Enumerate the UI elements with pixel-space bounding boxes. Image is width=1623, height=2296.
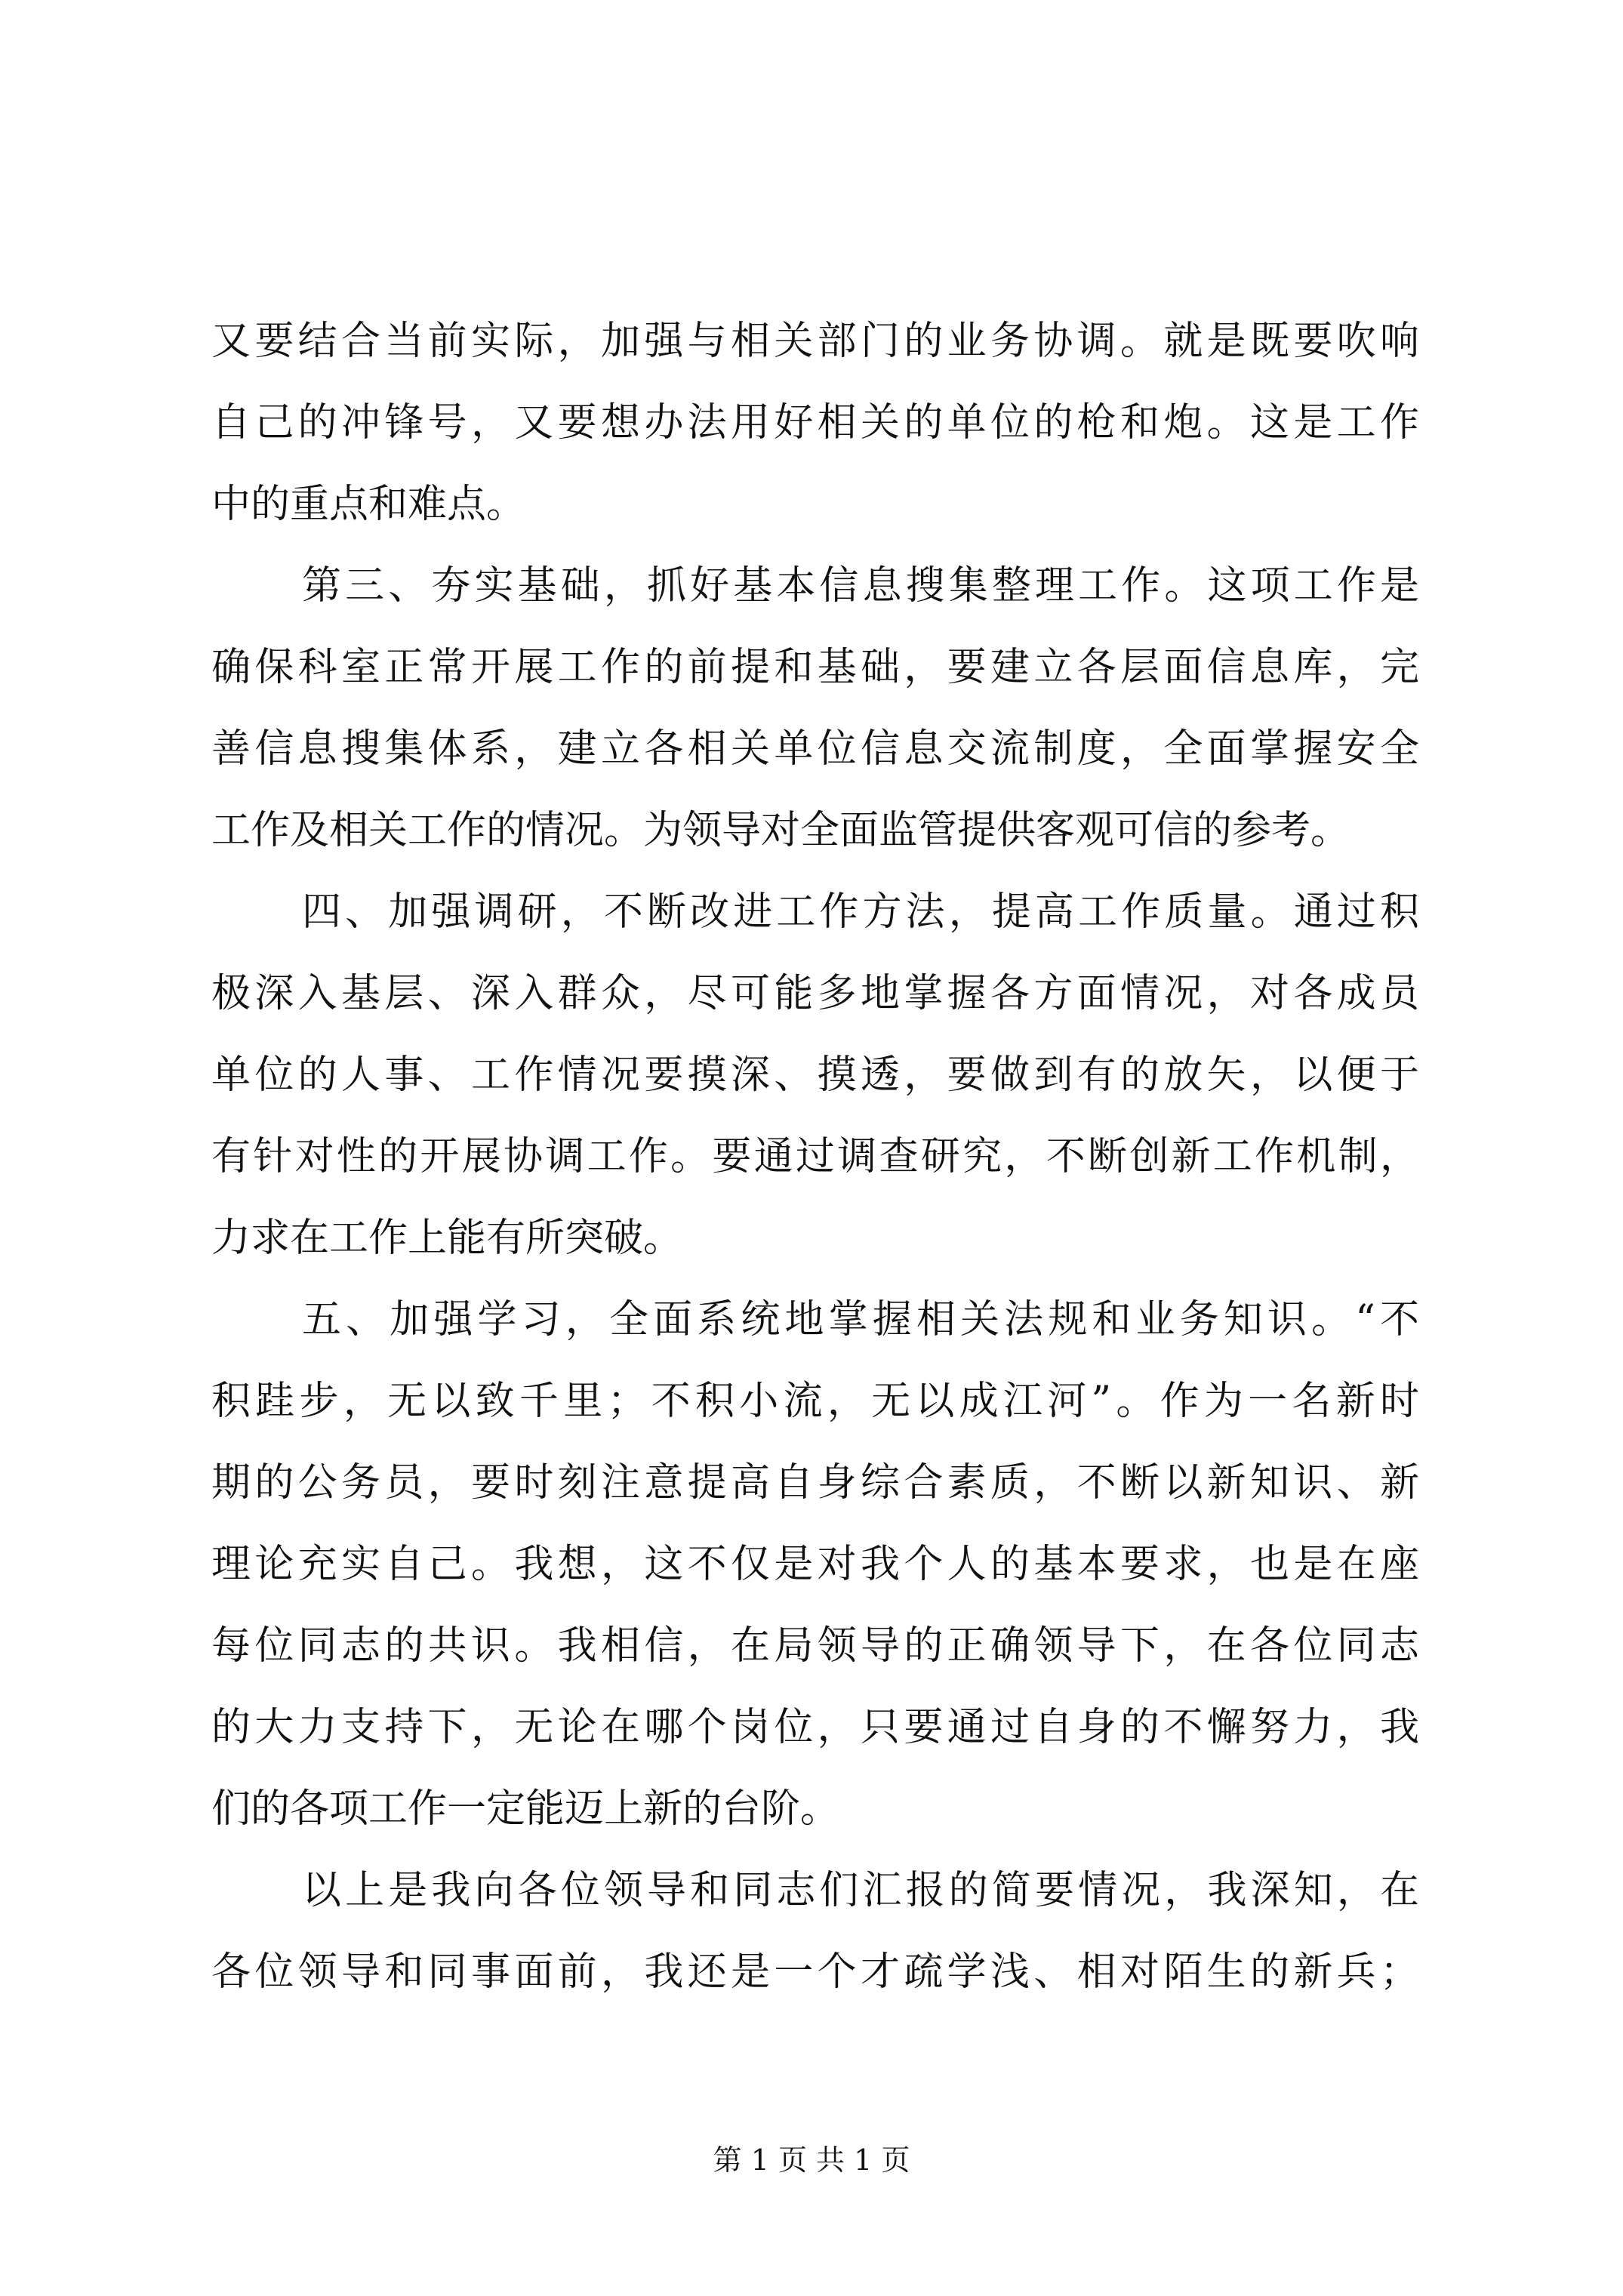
document-body (211, 300, 1419, 2013)
text-line: 工作及相关工作的情况。为领导对全面监管提供客观可信的参考。 (211, 808, 1350, 853)
paragraph-start-line: 五、加强学习，全面系统地掌握相关法规和业务知识。“不 (302, 1297, 1419, 1342)
text-line: 期的公务员，要时刻注意提高自身综合素质，不断以新知识、新 (211, 1460, 1419, 1505)
text-line: 确保科室正常开展工作的前提和基础，要建立各层面信息库，完 (211, 645, 1419, 690)
text-line: 每位同志的共识。我相信，在局领导的正确领导下，在各位同志 (211, 1623, 1419, 1669)
paragraph-start-line: 第三、夯实基础，抓好基本信息搜集整理工作。这项工作是 (302, 563, 1419, 609)
text-line: 自己的冲锋号，又要想办法用好相关的单位的枪和炮。这是工作 (211, 400, 1419, 445)
text-line: 理论充实自己。我想，这不仅是对我个人的基本要求，也是在座 (211, 1542, 1419, 1587)
paragraph-start-line: 以上是我向各位领导和同志们汇报的简要情况，我深知，在 (302, 1868, 1419, 1913)
text-line: 积跬步，无以致千里；不积小流，无以成江河”。作为一名新时 (211, 1379, 1419, 1424)
text-line: 极深入基层、深入群众，尽可能多地掌握各方面情况，对各成员 (211, 971, 1419, 1016)
text-line: 善信息搜集体系，建立各相关单位信息交流制度，全面掌握安全 (211, 726, 1419, 772)
text-line: 单位的人事、工作情况要摸深、摸透，要做到有的放矢，以便于 (211, 1052, 1419, 1098)
paragraph-start-line: 四、加强调研，不断改进工作方法，提高工作质量。通过积 (302, 889, 1419, 935)
text-line: 们的各项工作一定能迈上新的台阶。 (211, 1786, 840, 1832)
text-line: 的大力支持下，无论在哪个岗位，只要通过自身的不懈努力，我 (211, 1705, 1419, 1750)
page-number-footer: 第 1 页 共 1 页 (713, 2143, 910, 2177)
text-line: 各位领导和同事面前，我还是一个才疏学浅、相对陌生的新兵； (211, 1949, 1419, 1995)
text-line: 又要结合当前实际，加强与相关部门的业务协调。就是既要吹响 (211, 319, 1419, 364)
text-line: 有针对性的开展协调工作。要通过调查研究，不断创新工作机制， (211, 1134, 1419, 1179)
text-line: 中的重点和难点。 (211, 482, 526, 527)
text-line: 力求在工作上能有所突破。 (211, 1216, 683, 1261)
